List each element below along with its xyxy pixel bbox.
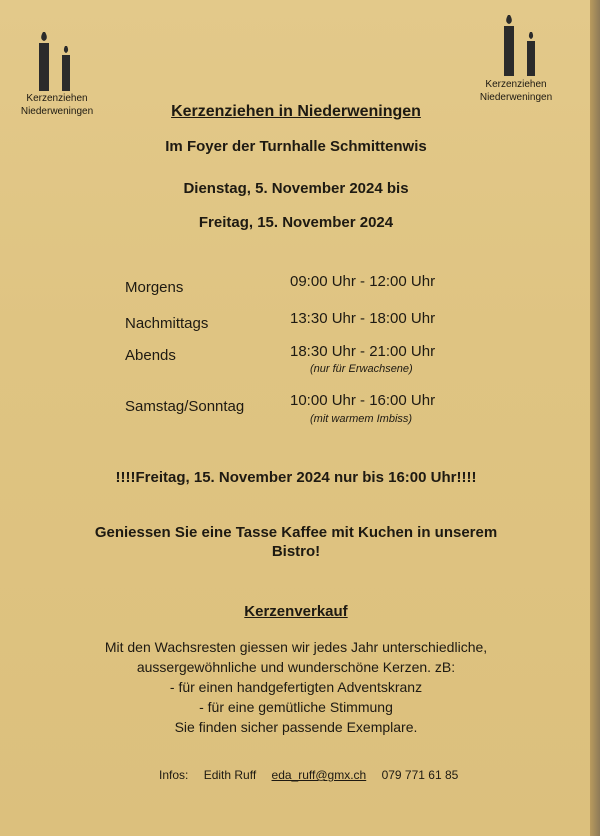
contact-line bbox=[159, 768, 470, 782]
venue: Im Foyer der Turnhalle Schmittenwis bbox=[165, 138, 427, 155]
sale-line: Mit den Wachsresten giessen wir jedes Jahr unterschiedliche, bbox=[104, 639, 488, 655]
contact-email-link[interactable]: eda_ruff@gmx.ch bbox=[271, 768, 367, 782]
schedule-time: 10:00 Uhr - 16:00 Uhr bbox=[290, 392, 436, 409]
schedule-label: Samstag/Sonntag bbox=[125, 398, 245, 415]
logo-line-1: Kerzenziehen bbox=[485, 79, 547, 90]
date-start: Dienstag, 5. November 2024 bis bbox=[183, 180, 409, 197]
schedule-time: 13:30 Uhr - 18:00 Uhr bbox=[290, 310, 436, 327]
sale-line: - für eine gemütliche Stimmung bbox=[199, 699, 393, 715]
contact-label: Infos: bbox=[159, 768, 189, 782]
contact-name: Edith Ruff bbox=[203, 768, 257, 782]
schedule-note: (nur für Erwachsene) bbox=[310, 363, 413, 375]
date-end: Freitag, 15. November 2024 bbox=[198, 214, 394, 231]
schedule-label: Nachmittags bbox=[125, 315, 209, 332]
logo-line-2: Niederweningen bbox=[20, 106, 94, 117]
logo-line-1: Kerzenziehen bbox=[26, 93, 88, 104]
schedule-time: 09:00 Uhr - 12:00 Uhr bbox=[290, 273, 436, 290]
contact-phone: 079 771 61 85 bbox=[381, 768, 459, 782]
schedule-time: 18:30 Uhr - 21:00 Uhr bbox=[290, 343, 436, 360]
logo-right bbox=[470, 14, 562, 104]
sale-line: - für einen handgefertigten Adventskranz bbox=[169, 679, 423, 695]
bistro-line-2: Bistro! bbox=[271, 543, 321, 560]
sale-line: aussergewöhnliche und wunderschöne Kerzen. zB: bbox=[136, 659, 456, 675]
candles-icon bbox=[486, 14, 546, 78]
bistro-line-1: Geniessen Sie eine Tasse Kaffee mit Kuchen in unserem bbox=[94, 524, 498, 541]
candles-icon bbox=[27, 30, 87, 92]
logo-line-2: Niederweningen bbox=[479, 92, 553, 103]
page-title: Kerzenziehen in Niederweningen bbox=[171, 103, 421, 120]
schedule-note: (mit warmem Imbiss) bbox=[310, 413, 413, 425]
schedule-label: Abends bbox=[125, 347, 176, 364]
notice: !!!!Freitag, 15. November 2024 nur bis 16:00 Uhr!!!! bbox=[115, 469, 477, 486]
sale-heading: Kerzenverkauf bbox=[244, 603, 348, 620]
schedule-label: Morgens bbox=[125, 279, 184, 296]
sale-line: Sie finden sicher passende Exemplare. bbox=[174, 719, 418, 735]
